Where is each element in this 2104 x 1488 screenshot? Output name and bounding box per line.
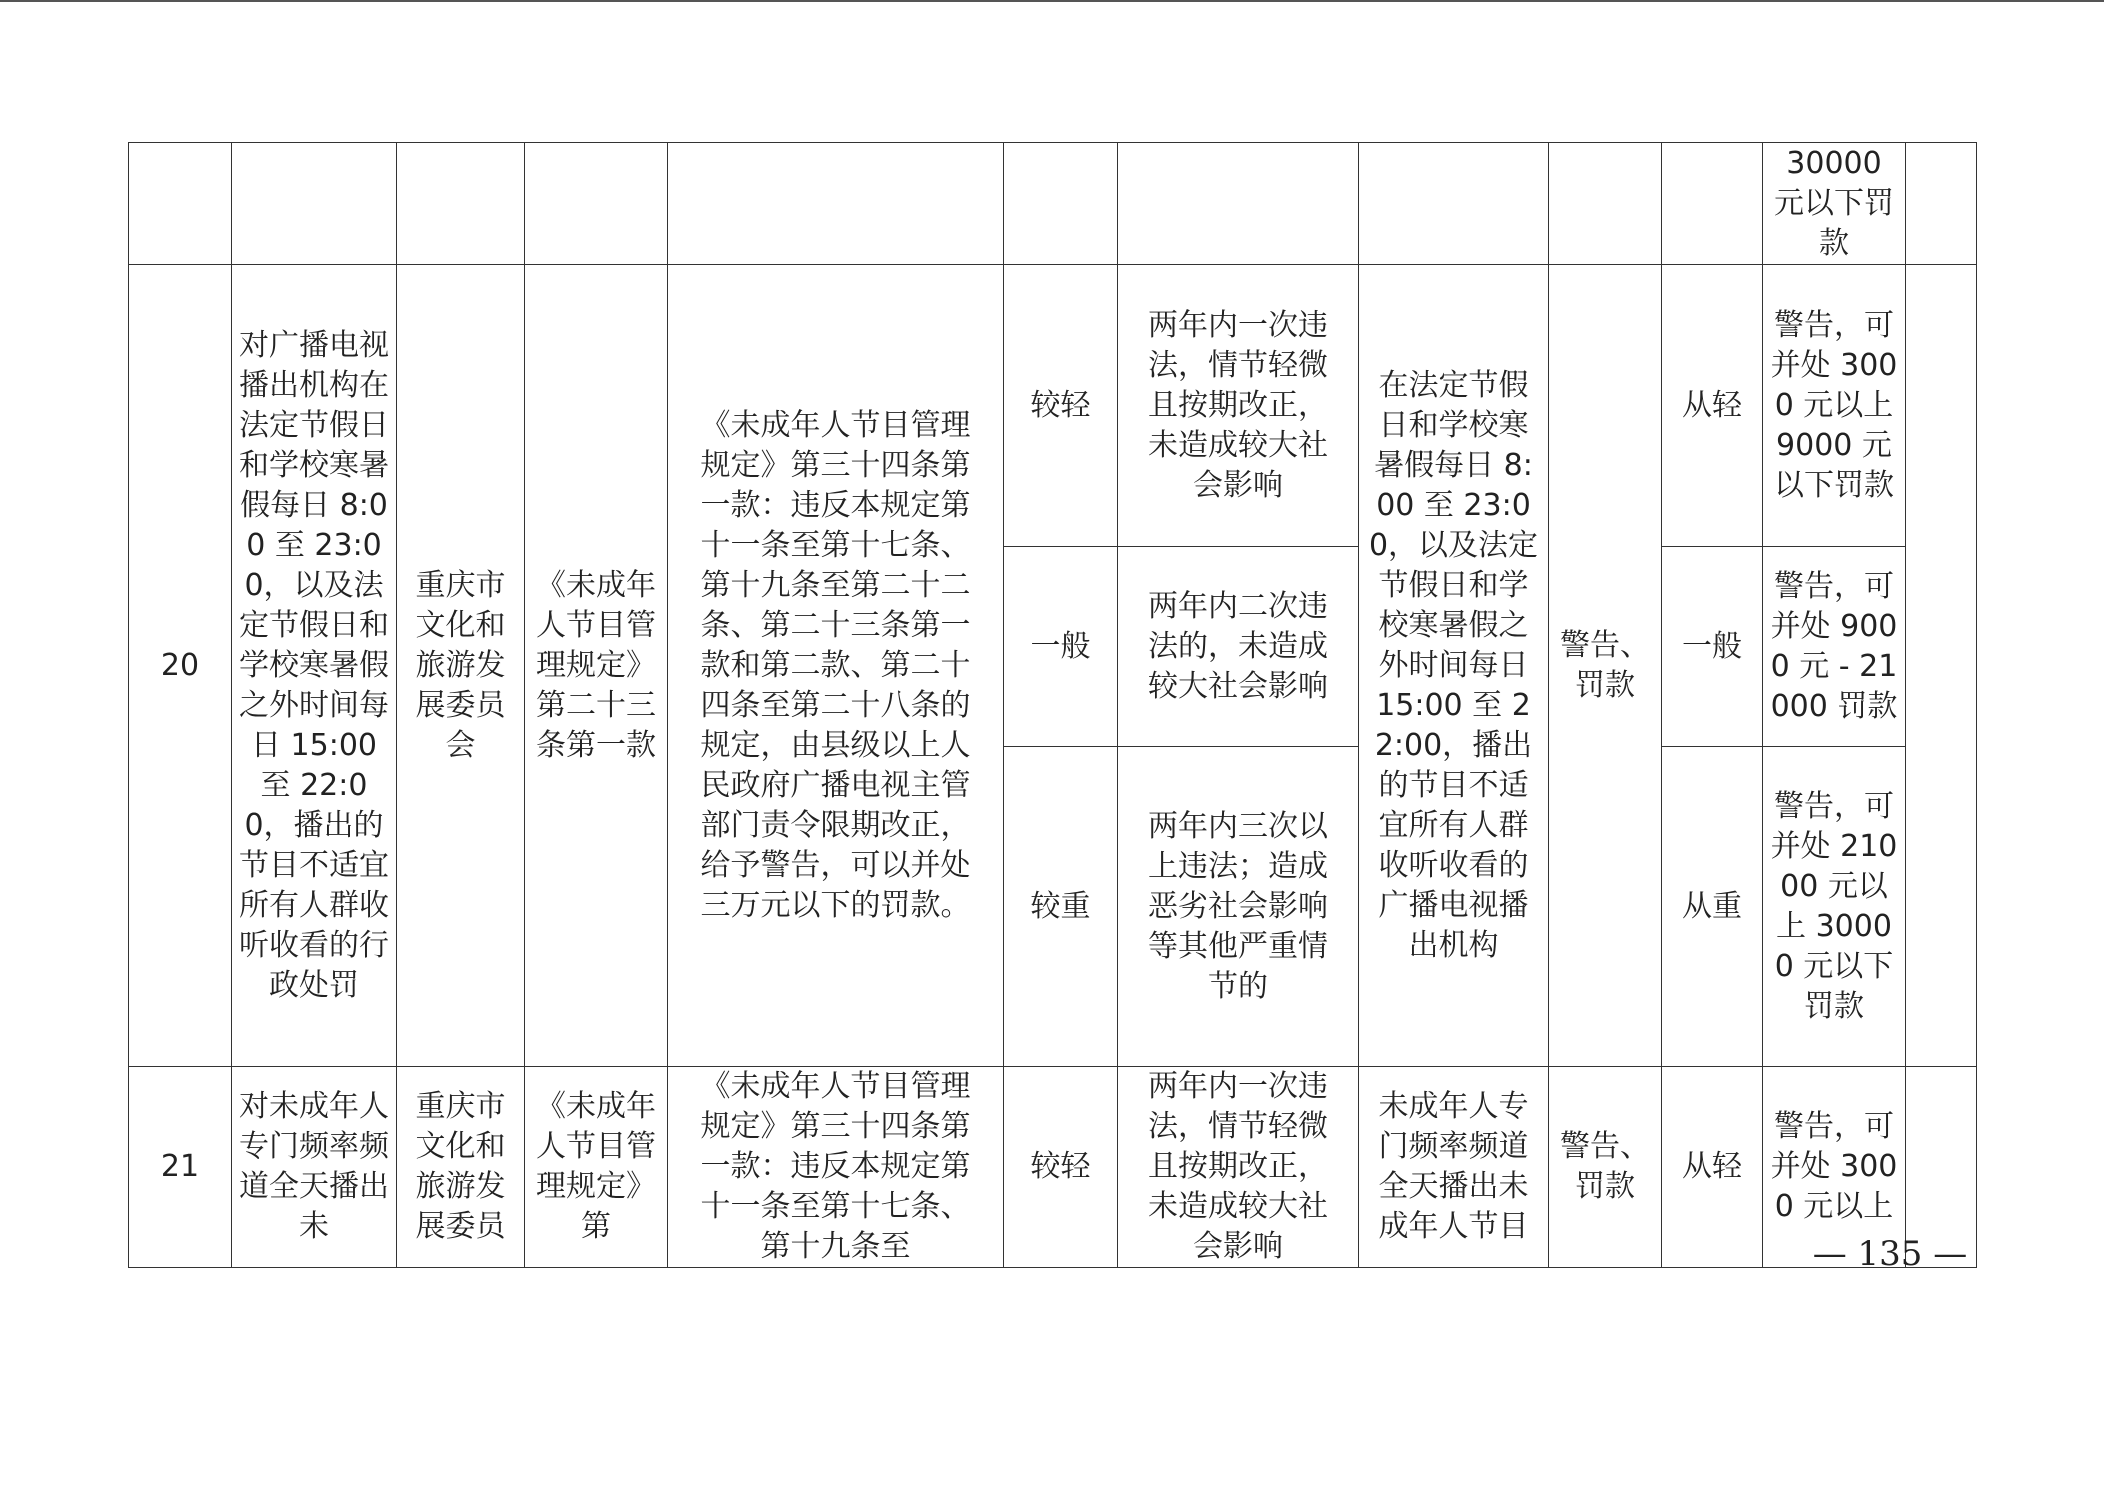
penalty-type-cell [1549, 1067, 1662, 1268]
remarks-cell [1906, 143, 1977, 265]
authority-cell [397, 265, 525, 1067]
remarks-cell [1906, 265, 1977, 1067]
penalty-basis-cell [668, 1067, 1004, 1268]
discretion-standard: 从轻 [1662, 265, 1763, 547]
violation-situation-cell [1118, 265, 1359, 547]
legal-provision-cell [525, 1067, 668, 1268]
authority-name: 重庆市文化和旅游发展委员会 [415, 567, 506, 763]
penalty-type: 警告、罚款 [1560, 627, 1650, 703]
violation-situation: 两年内二次违法的，未造成较大社会影响 [1148, 588, 1328, 704]
applicable-scope-cell [1359, 265, 1549, 1067]
cell-empty [1549, 143, 1662, 265]
top-border-line [0, 0, 2104, 2]
violation-situation: 两年内一次违法，情节轻微且按期改正，未造成较大社会影响 [1148, 307, 1328, 503]
cell-empty [397, 143, 525, 265]
applicable-scope: 在法定节假日和学校寒暑假每日 8:00 至 23:00，以及法定节假日和学校寒暑假之外时间每日 15:00 至 22:00，播出的节目不适宜所有人群收听收看的广播电视播出机构 [1368, 367, 1539, 963]
violation-degree: 较轻 [1004, 265, 1118, 547]
penalty-type-cell [1549, 265, 1662, 1067]
discretion-standard: 从重 [1662, 747, 1763, 1067]
violation-situation-cell [1118, 1067, 1359, 1268]
penalty-amount: 警告，可并处 3000 元以上 [1770, 1109, 1898, 1224]
penalty-amount: 30000 元以下罚款 [1774, 145, 1894, 261]
penalty-amount-cell [1763, 747, 1906, 1067]
penalty-amount-cell [1763, 547, 1906, 747]
row-number: 21 [129, 1067, 232, 1268]
authority-name: 重庆市文化和旅游发展委员 [415, 1089, 506, 1244]
row-number: 20 [129, 265, 232, 1067]
penalty-standards-table [128, 142, 1977, 1268]
cell-empty [1004, 143, 1118, 265]
legal-provision: 《未成年人节目管理规定》第二十三条第一款 [536, 567, 656, 763]
legal-provision-cell [525, 265, 668, 1067]
violation-situation: 两年内三次以上违法；造成恶劣社会影响等其他严重情节的 [1148, 808, 1328, 1004]
table-row-continuation [129, 143, 1977, 265]
violation-degree: 较轻 [1004, 1067, 1118, 1268]
discretion-standard: 从轻 [1662, 1067, 1763, 1268]
item-name-cell [232, 1067, 397, 1268]
item-name: 对广播电视播出机构在法定节假日和学校寒暑假每日 8:00 至 23:00，以及法定节假日和学校寒暑假之外时间每日 15:00 至 22:00，播出的节目不适宜所有人群收听收看的行政处罚 [239, 327, 389, 1003]
applicable-scope-cell [1359, 1067, 1549, 1268]
cell-empty [1662, 143, 1763, 265]
legal-provision: 《未成年人节目管理规定》第 [536, 1089, 656, 1244]
violation-situation-cell [1118, 547, 1359, 747]
penalty-amount: 警告，可并处 3000 元以上 9000 元以下罚款 [1770, 307, 1898, 503]
penalty-amount: 警告，可并处 21000 元以上 30000 元以下罚款 [1770, 788, 1898, 1024]
discretion-standard: 一般 [1662, 547, 1763, 747]
cell-empty [232, 143, 397, 265]
cell-empty [1359, 143, 1549, 265]
applicable-scope: 未成年人专门频率频道全天播出未成年人节目 [1378, 1089, 1529, 1244]
table-row-20-level-1 [129, 265, 1977, 547]
table-row-21 [129, 1067, 1977, 1268]
cell-empty [525, 143, 668, 265]
penalty-basis-cell [668, 265, 1004, 1067]
violation-degree: 一般 [1004, 547, 1118, 747]
cell-empty [129, 143, 232, 265]
penalty-amount-cell [1763, 143, 1906, 265]
penalty-amount-cell [1763, 265, 1906, 547]
authority-cell [397, 1067, 525, 1268]
cell-empty [668, 143, 1004, 265]
penalty-basis: 《未成年人节目管理规定》第三十四条第一款：违反本规定第十一条至第十七条、第十九条至 [700, 1069, 971, 1264]
penalty-basis: 《未成年人节目管理规定》第三十四条第一款：违反本规定第十一条至第十七条、第十九条至第二十二条、第二十三条第一款和第二款、第二十四条至第二十八条的规定，由县级以上人民政府广播电视主管部门责令限期改正，给予警告，可以并处三万元以下的罚款。 [700, 407, 971, 923]
item-name: 对未成年人专门频率频道全天播出未 [239, 1089, 389, 1244]
item-name-cell [232, 265, 397, 1067]
violation-degree: 较重 [1004, 747, 1118, 1067]
penalty-type: 警告、罚款 [1560, 1129, 1650, 1204]
cell-empty [1118, 143, 1359, 265]
violation-situation-cell [1118, 747, 1359, 1067]
violation-situation: 两年内一次违法，情节轻微且按期改正，未造成较大社会影响 [1148, 1069, 1328, 1264]
penalty-amount: 警告，可并处 9000 元 - 21000 罚款 [1770, 568, 1898, 724]
page-number: — 135 — [1812, 1234, 1968, 1274]
